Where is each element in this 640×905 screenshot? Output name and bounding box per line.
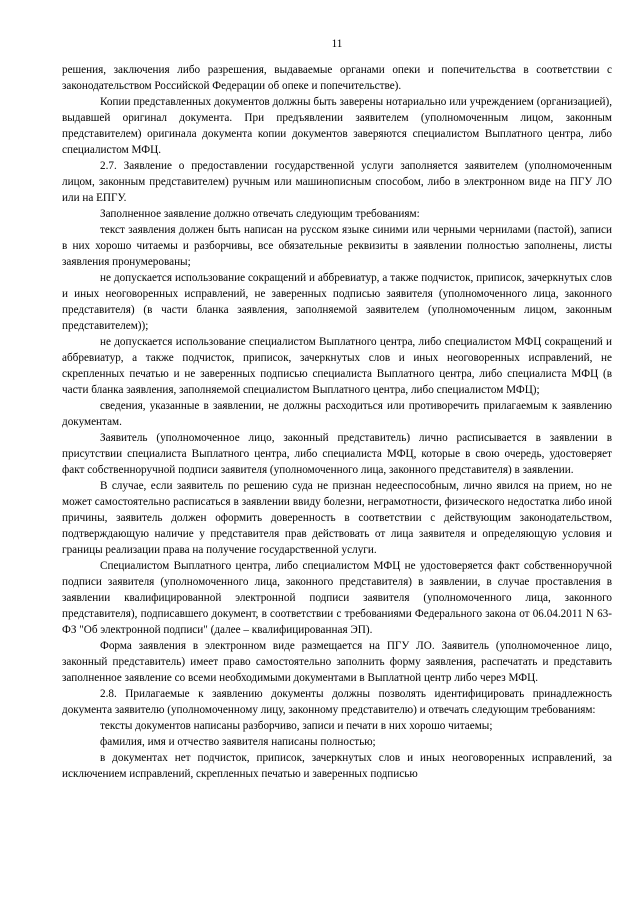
page-number: 11 — [331, 38, 343, 50]
paragraph: решения, заключения либо разрешения, выдаваемые органами опеки и попечительства в соответствии с законодательством Российской Федерации об опеке и попечительстве). — [62, 64, 612, 92]
document-body — [62, 62, 612, 782]
paragraph: 2.7. Заявление о предоставлении государственной услуги заполняется заявителем (уполномоченным лицом, законным представителем) ручным или машинописным способом, либо в электронном виде на ПГУ ЛО или на ЕПГУ. — [62, 160, 612, 204]
document-page — [62, 36, 612, 782]
paragraph: не допускается использование специалистом Выплатного центра, либо специалистом МФЦ сокращений и аббревиатур, а также подчисток, приписок, зачеркнутых слов и иных неоговоренных исправлений, не скрепленных печатью и не заверенных подписью специалиста Выплатного центра, либо специалиста МФЦ (в части бланка заявления, заполняемой специалистом Выплатного центра, либо специалистом МФЦ); — [62, 336, 612, 396]
paragraph: Специалистом Выплатного центра, либо специалистом МФЦ не удостоверяется факт собственноручной подписи заявителя (уполномоченного лица, законного представителя) в заявлении, в случае проставления в заявлении квалифицированной электронной подписи заявителя (уполномоченного лица, законного представителя), подписавшего документ, в соответствии с требованиями Федерального закона от 06.04.2011 N 63-ФЗ "Об электронной подписи" (далее – квалифицированная ЭП). — [62, 560, 612, 636]
paragraph: фамилия, имя и отчество заявителя написаны полностью; — [100, 736, 376, 748]
paragraph: не допускается использование сокращений и аббревиатур, а также подчисток, приписок, зачеркнутых слов и иных неоговоренных исправлений, не заверенных подписью заявителя (уполномоченного лица, законного представителя) (в части бланка заявления, заполняемой заявителем (уполномоченным лицом, законным представителем)); — [62, 272, 612, 332]
paragraph: 2.8. Прилагаемые к заявлению документы должны позволять идентифицировать принадлежность документа заявителю (уполномоченному лицу, законному представителю) и отвечать следующим требованиям: — [62, 688, 612, 716]
paragraph: В случае, если заявитель по решению суда не признан недееспособным, лично явился на прием, но не может самостоятельно расписаться в заявлении ввиду болезни, неграмотности, физического недостатка либо иной причины, заявитель должен оформить доверенность в соответствии с действующим законодательством, подтверждающую наличие у представителя прав действовать от лица заявителя и определяющую условия и границы реализации права на получение государственной услуги. — [62, 480, 612, 556]
paragraph: тексты документов написаны разборчиво, записи и печати в них хорошо читаемы; — [100, 720, 493, 732]
paragraph: Форма заявления в электронном виде размещается на ПГУ ЛО. Заявитель (уполномоченное лицо, законный представитель) имеет право самостоятельно заполнить форму заявления, распечатать и представить заполненное заявление со всеми необходимыми документами в Выплатной центр либо через МФЦ. — [62, 640, 612, 684]
paragraph: в документах нет подчисток, приписок, зачеркнутых слов и иных неоговоренных исправлений, за исключением исправлений, скрепленных печатью и заверенных подписью — [62, 752, 612, 780]
paragraph: Копии представленных документов должны быть заверены нотариально или учреждением (организацией), выдавшей оригинал документа. При предъявлении заявителем (уполномоченным лицом, законным представителем) оригинала документа копии документов заверяются специалистом Выплатного центра, либо специалистом МФЦ. — [62, 96, 612, 156]
paragraph: Заявитель (уполномоченное лицо, законный представитель) лично расписывается в заявлении в присутствии специалиста Выплатного центра, либо специалиста МФЦ, которые в свою очередь, удостоверяет факт собственноручной подписи заявителя (уполномоченного лица, законного представителя) в заявлении. — [62, 432, 612, 476]
paragraph: текст заявления должен быть написан на русском языке синими или черными чернилами (пастой), записи в них хорошо читаемы и разборчивы, все обязательные реквизиты в заявлении полностью заполнены, листы заявления пронумерованы; — [62, 224, 612, 268]
paragraph: сведения, указанные в заявлении, не должны расходиться или противоречить прилагаемым к заявлению документам. — [62, 400, 612, 428]
paragraph: Заполненное заявление должно отвечать следующим требованиям: — [100, 208, 420, 220]
